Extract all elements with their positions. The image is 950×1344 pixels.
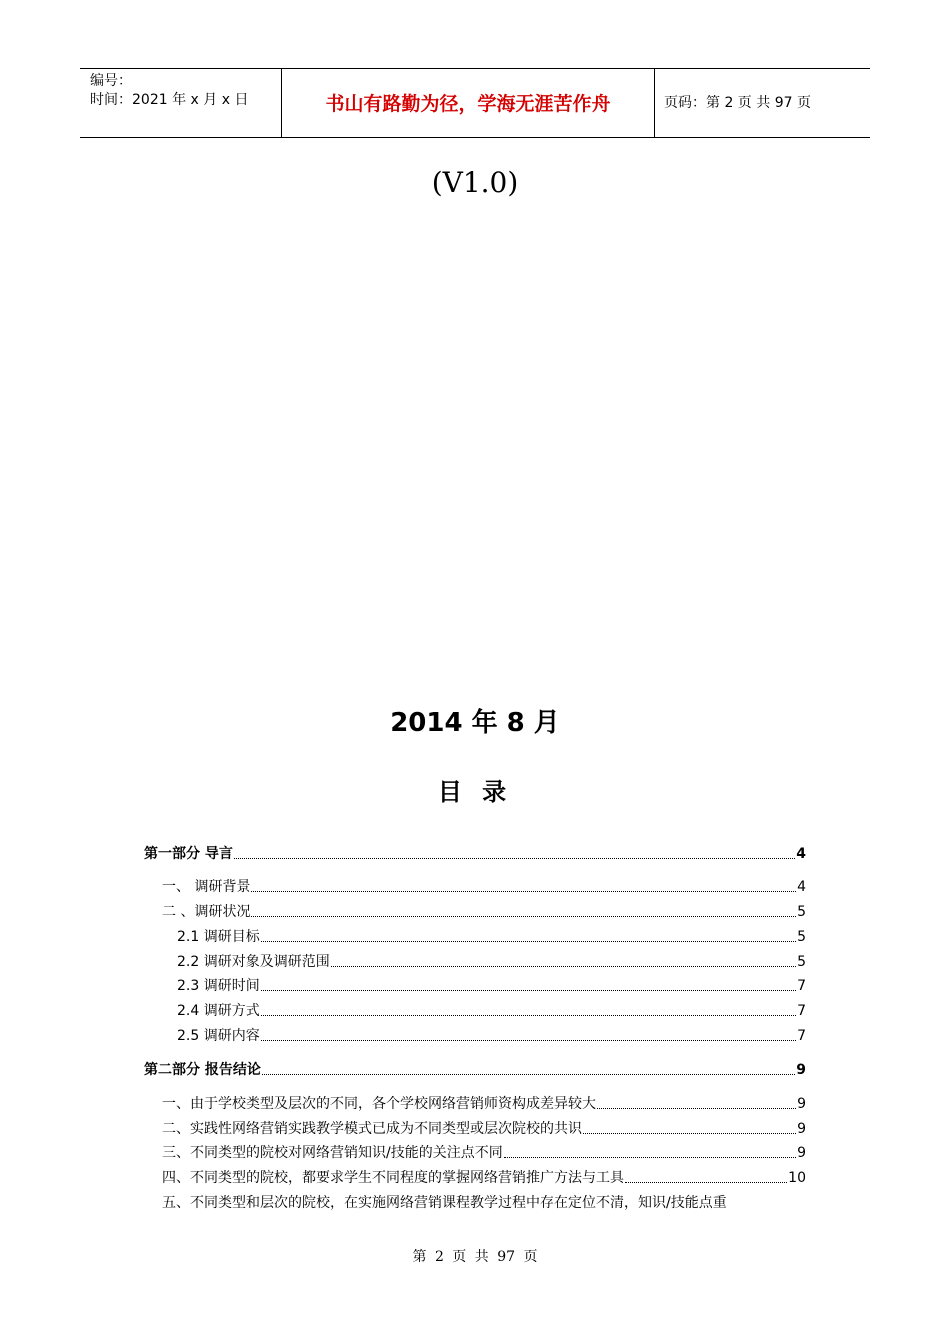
toc-entry-text: 2.3 调研时间: [177, 978, 260, 994]
toc-entry[interactable]: [162, 1191, 806, 1213]
toc-entry[interactable]: [177, 999, 806, 1021]
report-date: 2014 年 8 月: [390, 708, 560, 738]
toc-entry-text: 四、不同类型的院校，都要求学生不同程度的掌握网络营销推广方法与工具: [162, 1170, 624, 1186]
header-meta-cell: [80, 69, 282, 137]
toc-title: 目 录: [437, 778, 513, 806]
page-info: 页码：第 2 页 共 97 页: [664, 95, 811, 111]
toc-entry-text: 五、不同类型和层次的院校，在实施网络营销课程教学过程中存在定位不清，知识/技能点重: [162, 1195, 727, 1211]
toc-entry[interactable]: [162, 1141, 806, 1163]
toc-leader: [262, 1074, 795, 1075]
toc-entry-page: 7: [797, 978, 806, 994]
toc-entry-page: 7: [797, 1028, 806, 1044]
toc-leader: [251, 891, 796, 892]
motto: 书山有路勤为径，学海无涯苦作舟: [325, 93, 611, 115]
toc-leader: [261, 1015, 796, 1016]
toc-entry[interactable]: [162, 1117, 806, 1139]
version-label: (V1.0): [431, 166, 519, 199]
toc-entry-text: 二 、调研状况: [162, 904, 251, 920]
toc-entry-text: 第一部分 导言: [144, 846, 233, 862]
toc-entry[interactable]: [144, 1058, 806, 1080]
page-footer: 第 2 页 共 97 页: [412, 1249, 538, 1265]
toc-leader: [251, 916, 796, 917]
toc-entry-text: 2.4 调研方式: [177, 1003, 260, 1019]
toc-leader: [583, 1133, 796, 1134]
toc-leader: [261, 990, 796, 991]
toc-entry-page: 9: [797, 1121, 806, 1137]
toc-entry[interactable]: [162, 900, 806, 922]
toc-entry-text: 一、由于学校类型及层次的不同，各个学校网络营销师资构成差异较大: [162, 1096, 596, 1112]
toc-entry[interactable]: [162, 1092, 806, 1114]
toc-entry-text: 二、实践性网络营销实践教学模式已成为不同类型或层次院校的共识: [162, 1121, 582, 1137]
toc-entry-text: 2.5 调研内容: [177, 1028, 260, 1044]
toc-entry-page: 5: [797, 954, 806, 970]
toc-leader: [504, 1157, 796, 1158]
toc-leader: [261, 1040, 796, 1041]
toc-entry[interactable]: [177, 1024, 806, 1046]
serial-label: 编号：: [90, 73, 132, 89]
toc-entry-page: 5: [797, 904, 806, 920]
toc-entry[interactable]: [144, 842, 806, 864]
toc-entry-page: 9: [796, 1062, 806, 1078]
toc-entry-text: 一、 调研背景: [162, 879, 251, 895]
toc-entry-page: 4: [796, 846, 806, 862]
toc-entry[interactable]: [177, 974, 806, 996]
toc-entry-page: 5: [797, 929, 806, 945]
toc-entry-text: 2.2 调研对象及调研范围: [177, 954, 330, 970]
toc-entry-page: 4: [797, 879, 806, 895]
toc-entry-text: 第二部分 报告结论: [144, 1062, 261, 1078]
header-page-cell: [655, 69, 870, 137]
toc-entry[interactable]: [177, 950, 806, 972]
toc-entry-text: 2.1 调研目标: [177, 929, 260, 945]
time-label: 时间：2021 年 x 月 x 日: [90, 92, 249, 108]
header-table: [80, 68, 870, 138]
toc-leader: [331, 966, 796, 967]
toc-leader: [625, 1182, 787, 1183]
toc-leader: [261, 941, 796, 942]
toc-leader: [597, 1108, 796, 1109]
toc-entry-text: 三、不同类型的院校对网络营销知识/技能的关注点不同: [162, 1145, 503, 1161]
toc-entry-page: 9: [797, 1096, 806, 1112]
toc-entry[interactable]: [162, 1166, 806, 1188]
toc-entry[interactable]: [162, 875, 806, 897]
toc-entry-page: 10: [788, 1170, 806, 1186]
toc-leader: [234, 858, 795, 859]
toc-entry-page: 9: [797, 1145, 806, 1161]
toc-entry[interactable]: [177, 925, 806, 947]
header-motto-cell: [282, 69, 655, 137]
toc-entry-page: 7: [797, 1003, 806, 1019]
